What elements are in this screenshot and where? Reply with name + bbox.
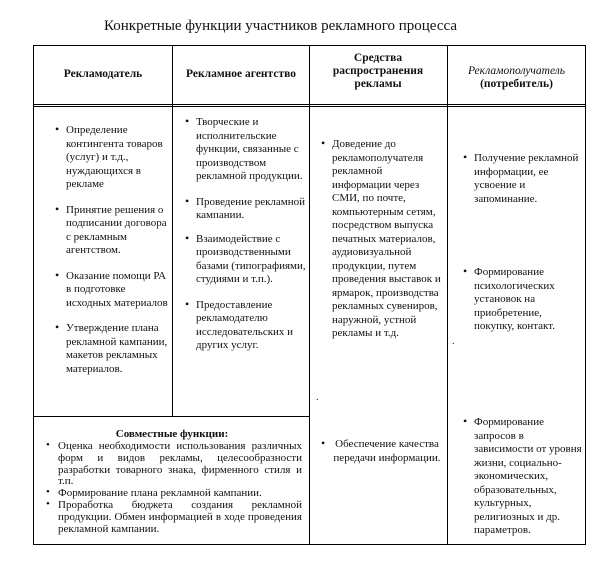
column-divider-1 bbox=[172, 45, 173, 416]
list-item: • Формирование психологических установок на приобретение, покупку, контакт. bbox=[460, 266, 582, 334]
list-item: • Обеспечение качества передачи информации. bbox=[318, 438, 442, 465]
media-column bbox=[318, 138, 442, 341]
joint-functions-title: Совместные функции: bbox=[115, 428, 229, 440]
media-column-bottom bbox=[318, 438, 442, 465]
list-item: • Доведение до рекламополучателя рекламной информации через СМИ, по почте, компьютерным сетям, посредством выпуска печатных материалов, аудиовизуальной продукции, путем проведения выставок и ярмарок, производства рекламных сувениров, наружной, устной рекламы и т.д. bbox=[318, 138, 442, 341]
table-border-right bbox=[585, 45, 586, 545]
advertiser-column bbox=[52, 124, 170, 376]
header-recipient-label: Рекламополучатель bbox=[467, 65, 566, 77]
joint-divider bbox=[33, 416, 310, 417]
header-advertiser: Рекламодатель bbox=[63, 68, 143, 80]
joint-functions bbox=[44, 441, 302, 535]
header-media: Средства распространения рекламы bbox=[332, 52, 424, 90]
list-item: • Утверждение плана рекламной кампании, макетов рекламных материалов. bbox=[52, 322, 170, 376]
list-item: • Формирование плана рекламной кампании. bbox=[44, 488, 302, 500]
recipient-column bbox=[460, 152, 582, 206]
list-item: • Принятие решения о подписании договора с рекламным агентством. bbox=[52, 204, 170, 258]
recipient-column-mid bbox=[460, 266, 582, 334]
list-item: • Формирование запросов в зависимости от уровня жизни, социально-экономических, образовательных, культурных, религиозных и др. параметров. bbox=[460, 416, 582, 538]
list-item: • Оценка необходимости использования различных форм и видов рекламы, целесообразности разработки товарного знака, фирменного стиля и т.п. bbox=[44, 441, 302, 488]
list-item: • Оказание помощи РА в подготовке исходных материалов bbox=[52, 270, 170, 311]
table-border-left bbox=[33, 45, 34, 545]
page-title: Конкретные функции участников рекламного процесса bbox=[104, 18, 457, 34]
column-divider-3 bbox=[447, 45, 448, 545]
header-recipient-note: (потребитель) bbox=[480, 78, 553, 90]
list-item: • Взаимодействие с производственными базами (типографиями, студиями и т.п.). bbox=[182, 233, 306, 287]
list-item: • Проведение рекламной кампании. bbox=[182, 196, 306, 223]
list-item: • Проработка бюджета создания рекламной продукции. Обмен информацией в ходе проведения рекламной кампании. bbox=[44, 500, 302, 535]
recipient-column-bottom bbox=[460, 416, 582, 538]
scan-dot: . bbox=[452, 336, 455, 347]
column-divider-2 bbox=[309, 45, 310, 545]
scan-dot: . bbox=[316, 392, 319, 403]
list-item: • Предоставление рекламодателю исследовательских и других услуг. bbox=[182, 299, 306, 353]
list-item: • Получение рекламной информации, ее усвоение и запоминание. bbox=[460, 152, 582, 206]
list-item: • Определение контингента товаров (услуг) и т.д., нуждающихся в рекламе bbox=[52, 124, 170, 192]
agency-column bbox=[182, 116, 306, 353]
header-agency: Рекламное агентство bbox=[186, 68, 296, 80]
header-recipient bbox=[448, 65, 585, 91]
list-item: • Творческие и исполнительские функции, связанные с производством рекламной продукции. bbox=[182, 116, 306, 184]
